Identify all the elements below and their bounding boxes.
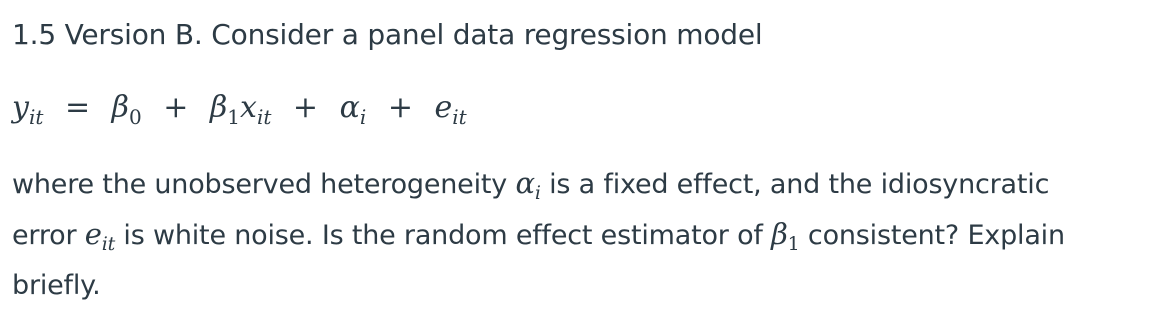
- body-line-1-before: where the unobserved heterogeneity: [12, 169, 516, 200]
- regression-equation: [12, 88, 467, 130]
- eq-beta1-sub: 1: [227, 105, 241, 129]
- eq-alpha-sub: i: [359, 105, 367, 129]
- eq-plus-2: +: [292, 90, 319, 125]
- body-beta: [771, 217, 800, 255]
- eq-alpha: α: [339, 90, 360, 125]
- body-line-3: briefly.: [12, 270, 101, 301]
- body-e: [84, 217, 116, 255]
- eq-e: e: [434, 90, 453, 125]
- body-line-1: [12, 160, 1162, 211]
- body-line-1-after: is a fixed effect, and the idiosyncratic: [540, 169, 1050, 200]
- question-title: 1.5 Version B. Consider a panel data regression model: [12, 18, 763, 51]
- body-alpha: [515, 166, 541, 204]
- eq-beta0: β: [111, 90, 129, 125]
- eq-e-sub: it: [452, 105, 467, 129]
- question-body: [12, 160, 1162, 309]
- body-line-2-before: error: [12, 220, 85, 251]
- eq-plus-1: +: [163, 90, 189, 125]
- eq-beta0-sub: 0: [128, 105, 142, 129]
- body-e-symbol: e: [84, 217, 102, 251]
- body-e-sub: it: [101, 233, 116, 255]
- eq-y: y: [12, 90, 29, 125]
- eq-equals: =: [64, 90, 91, 125]
- body-alpha-symbol: α: [515, 166, 535, 200]
- body-beta-sub: 1: [787, 233, 800, 255]
- body-line-2: [12, 211, 1162, 262]
- eq-beta1: β: [209, 90, 228, 125]
- body-line-2-middle: is white noise. Is the random effect estimator of: [115, 220, 772, 251]
- body-line-2-after: consistent? Explain: [799, 220, 1065, 251]
- eq-plus-3: +: [387, 90, 413, 125]
- body-beta-symbol: β: [771, 217, 788, 251]
- body-alpha-sub: i: [534, 182, 541, 204]
- eq-y-sub: it: [28, 105, 44, 129]
- eq-x-sub: it: [256, 105, 272, 129]
- eq-x: x: [240, 90, 257, 125]
